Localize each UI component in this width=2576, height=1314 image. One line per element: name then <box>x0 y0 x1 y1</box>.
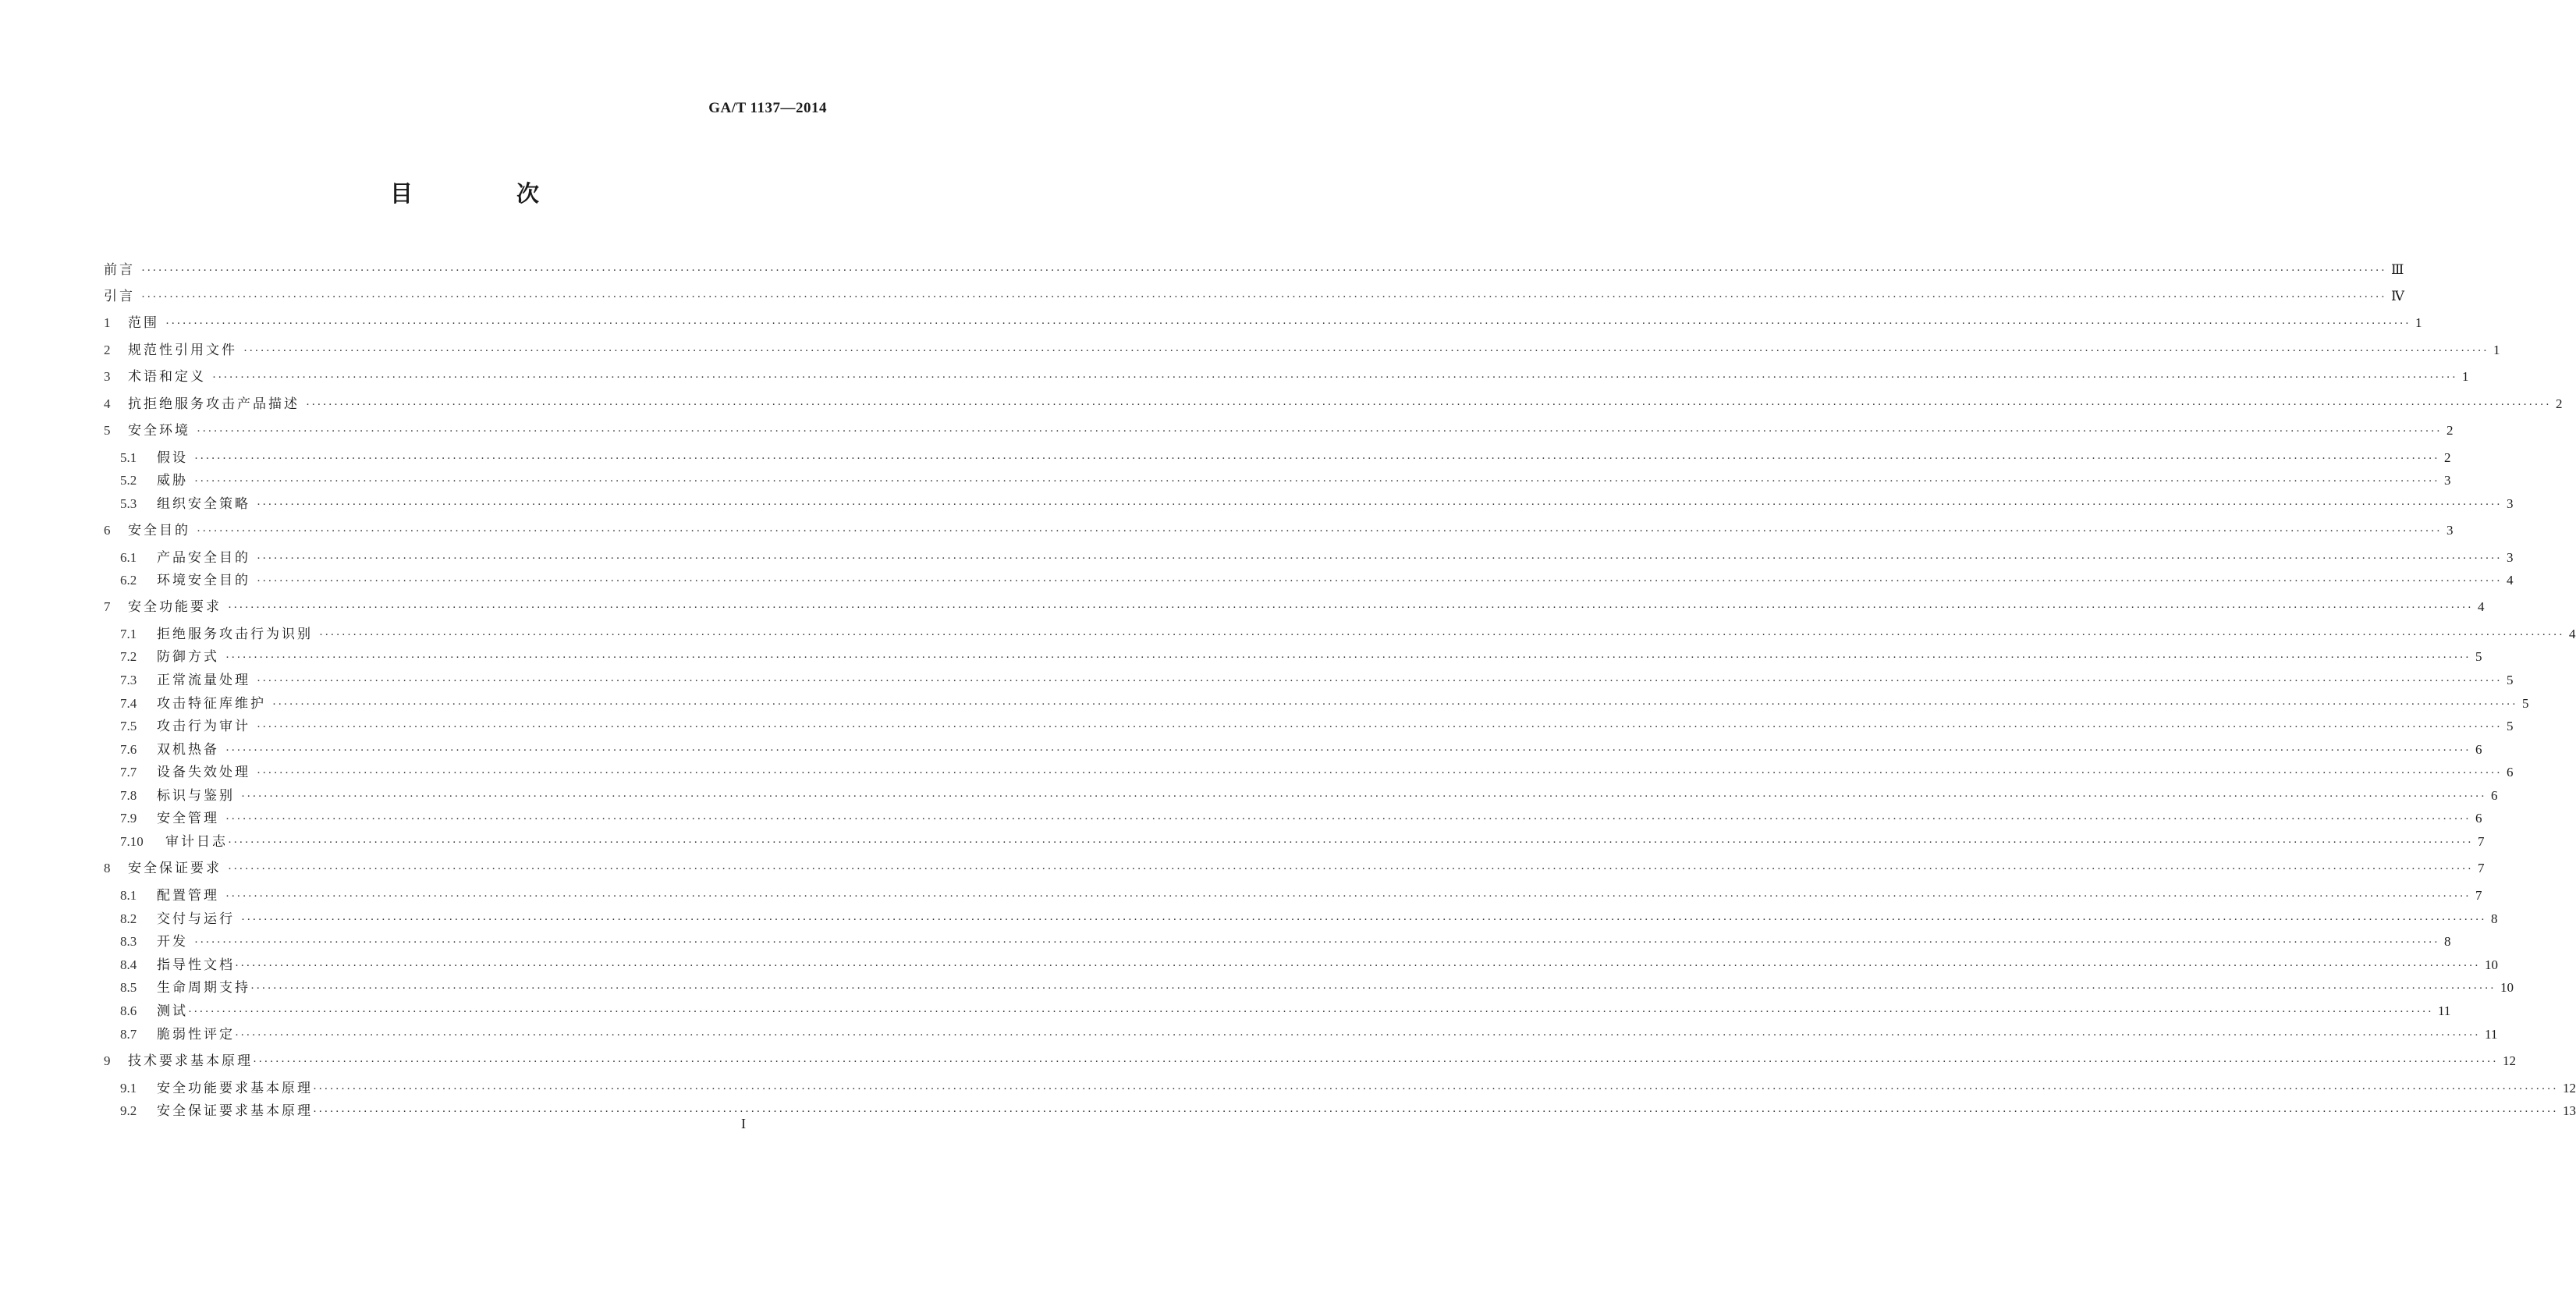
toc-entry[interactable] <box>104 598 2485 616</box>
toc-dot-leader: ················································································································································································································································································································································································································ <box>228 602 2474 614</box>
toc-entry[interactable] <box>120 809 2482 828</box>
toc-dot-leader: ················································································································································································································································································································································································································ <box>228 863 2474 875</box>
toc-entry[interactable] <box>120 910 2498 929</box>
page-title: 目 次 <box>389 180 580 207</box>
toc-entry[interactable] <box>120 1102 2576 1120</box>
toc-entry-number: 9.2 <box>120 1103 137 1118</box>
toc-entry-number: 8.1 <box>120 888 137 903</box>
toc-entry[interactable] <box>120 717 2514 736</box>
toc-entry-number: 7.6 <box>120 742 137 757</box>
toc-entry-number: 8.4 <box>120 957 137 972</box>
toc-entry-page: 3 <box>2446 523 2454 538</box>
toc-entry[interactable] <box>104 314 2422 332</box>
toc-entry-number: 4 <box>104 396 111 411</box>
toc-entry-title: 技术要求基本原理 <box>128 1053 253 1069</box>
toc-entry-number: 7.1 <box>120 627 137 641</box>
toc-dot-leader: ················································································································································································································································································································································································································ <box>306 399 2552 411</box>
toc-entry-number: 7.8 <box>120 788 137 803</box>
toc-entry[interactable] <box>120 449 2451 467</box>
toc-entry-page: 7 <box>2478 861 2485 875</box>
toc-entry-page: 10 <box>2500 980 2514 995</box>
toc-entry-title: 安全管理 <box>157 811 219 826</box>
toc-dot-leader: ················································································································································································································································································································································································································ <box>319 629 2565 641</box>
toc-dot-leader: ················································································································································································································································································································································································································ <box>228 836 2474 849</box>
toc-entry-title: 攻击行为审计 <box>157 719 250 734</box>
toc-entry[interactable] <box>120 740 2482 759</box>
toc-entry[interactable] <box>120 1002 2451 1021</box>
toc-dot-leader: ················································································································································································································································································································································································································ <box>257 575 2503 588</box>
toc-entry-page: 2 <box>2556 396 2563 411</box>
toc-entry[interactable] <box>120 694 2529 713</box>
toc-dot-leader: ················································································································································································································································································································································································································ <box>313 1106 2559 1118</box>
toc-entry[interactable] <box>120 471 2451 490</box>
toc-entry-title: 脆弱性评定 <box>157 1027 235 1042</box>
toc-entry-title: 标识与鉴别 <box>157 788 235 804</box>
toc-entry-page: 11 <box>2485 1027 2498 1042</box>
toc-entry[interactable] <box>120 1025 2498 1044</box>
toc-dot-leader: ················································································································································································································································································································································································································ <box>243 345 2489 357</box>
toc-entry-page: 4 <box>2507 573 2514 588</box>
toc-entry-title: 威胁 <box>157 473 188 488</box>
toc-dot-leader: ················································································································································································································································································································································································································ <box>197 425 2443 438</box>
toc-dot-leader: ················································································································································································································································································································································································································ <box>241 914 2487 926</box>
toc-entry-number: 8.5 <box>120 980 137 995</box>
toc-dot-leader: ················································································································································································································································································································································································································ <box>257 552 2503 565</box>
toc-entry-page: 12 <box>2563 1081 2576 1096</box>
toc-entry[interactable] <box>120 549 2514 567</box>
toc-entry-title: 范围 <box>128 315 159 331</box>
toc-entry-title: 攻击特征库维护 <box>157 696 266 712</box>
toc-entry-number: 8.3 <box>120 934 137 949</box>
toc-entry-page: 4 <box>2478 599 2485 614</box>
toc-entry-title: 规范性引用文件 <box>128 343 237 358</box>
toc-entry-number: 6.1 <box>120 550 137 565</box>
toc-dot-leader: ················································································································································································································································································································································································································ <box>194 453 2440 465</box>
toc-entry-page: 3 <box>2507 550 2514 565</box>
toc-entry-number: 6.2 <box>120 573 137 588</box>
toc-entry[interactable] <box>120 763 2514 782</box>
toc-entry-title: 安全目的 <box>128 523 190 538</box>
toc-entry-page: 6 <box>2475 742 2482 757</box>
toc-entry-number: 7.9 <box>120 811 137 826</box>
toc-dot-leader: ················································································································································································································································································································································································································ <box>235 1029 2481 1042</box>
toc-dot-leader: ················································································································································································································································································································································································································ <box>225 890 2471 903</box>
toc-entry[interactable] <box>120 833 2485 851</box>
toc-entry-page: 13 <box>2563 1103 2576 1118</box>
toc-entry-title: 测试 <box>157 1003 188 1019</box>
toc-entry[interactable] <box>120 625 2576 644</box>
toc-entry-title: 安全保证要求基本原理 <box>157 1103 313 1119</box>
toc-entry[interactable] <box>104 395 2563 414</box>
toc-entry-title: 环境安全目的 <box>157 573 250 588</box>
toc-entry-title: 组织安全策略 <box>157 496 250 512</box>
toc-entry-page: 5 <box>2507 673 2514 687</box>
toc-entry-page: Ⅲ <box>2391 262 2404 277</box>
toc-entry-page: 10 <box>2485 957 2499 972</box>
toc-entry-page: 5 <box>2507 719 2514 733</box>
toc-entry-page: 12 <box>2503 1053 2517 1068</box>
toc-entry-title: 安全功能要求 <box>128 599 222 615</box>
toc-entry-number: 9.1 <box>120 1081 137 1096</box>
toc-entry[interactable] <box>120 956 2499 975</box>
toc-dot-leader: ················································································································································································································································································································································································································ <box>141 291 2387 304</box>
toc-entry-title: 设备失效处理 <box>157 765 250 780</box>
toc-entry-number: 8.6 <box>120 1003 137 1018</box>
toc-entry-title: 拒绝服务攻击行为识别 <box>157 627 313 642</box>
toc-dot-leader: ················································································································································································································································································································································································································ <box>257 767 2503 780</box>
toc-entry-number: 5 <box>104 423 111 438</box>
toc-entry-page: 5 <box>2522 696 2529 711</box>
toc-entry-page: 6 <box>2475 811 2482 826</box>
toc-dot-leader: ················································································································································································································································································································································································································ <box>194 475 2440 488</box>
toc-dot-leader: ················································································································································································································································································································································································································ <box>225 813 2471 826</box>
toc-entry[interactable] <box>120 1079 2576 1098</box>
toc-dot-leader: ················································································································································································································································································································································································································ <box>272 698 2518 711</box>
toc-entry-number: 7.7 <box>120 765 137 780</box>
toc-entry-page: Ⅳ <box>2391 289 2405 304</box>
toc-entry-title: 产品安全目的 <box>157 550 250 566</box>
toc-entry-title: 审计日志 <box>165 834 228 850</box>
toc-entry[interactable] <box>104 341 2500 360</box>
toc-entry-title: 术语和定义 <box>128 369 206 385</box>
toc-dot-leader: ················································································································································································································································································································································································································ <box>212 371 2458 384</box>
toc-dot-leader: ················································································································································································································································································································································································································ <box>225 744 2471 757</box>
toc-entry-page: 3 <box>2507 496 2514 511</box>
toc-entry-page: 2 <box>2446 423 2454 438</box>
toc-entry-page: 1 <box>2462 369 2469 384</box>
toc-entry-number: 9 <box>104 1053 111 1068</box>
toc-dot-leader: ················································································································································································································································································································································································································ <box>257 499 2503 511</box>
toc-entry-page: 8 <box>2491 911 2498 926</box>
toc-entry-title: 双机热备 <box>157 742 219 758</box>
toc-entry-page: 11 <box>2438 1003 2451 1018</box>
toc-dot-leader: ················································································································································································································································································································································································································ <box>250 982 2496 995</box>
toc-entry-title: 开发 <box>157 934 188 950</box>
toc-entry-number: 7.3 <box>120 673 137 687</box>
toc-dot-leader: ················································································································································································································································································································································································································ <box>257 675 2503 687</box>
toc-entry[interactable] <box>104 287 2405 306</box>
toc-entry-page: 5 <box>2475 649 2482 664</box>
toc-entry-page: 6 <box>2491 788 2498 803</box>
toc-dot-leader: ················································································································································································································································································································································································································ <box>141 265 2387 277</box>
toc-entry-number: 5.1 <box>120 450 137 465</box>
toc-entry-number: 5.3 <box>120 496 137 511</box>
toc-entry-number: 3 <box>104 369 111 384</box>
toc-entry[interactable] <box>104 859 2485 878</box>
toc-entry[interactable] <box>120 671 2514 690</box>
toc-entry-number: 1 <box>104 315 111 330</box>
toc-dot-leader: ················································································································································································································································································································································································································ <box>241 790 2487 803</box>
toc-entry-number: 7.5 <box>120 719 137 733</box>
toc-entry-title: 防御方式 <box>157 649 219 665</box>
toc-entry[interactable] <box>104 368 2469 386</box>
toc-entry-number: 8.2 <box>120 911 137 926</box>
toc-dot-leader: ················································································································································································································································································································································································································ <box>253 1056 2499 1068</box>
toc-dot-leader: ················································································································································································································································································································································································································ <box>197 525 2443 538</box>
toc-entry-title: 前言 <box>104 262 135 278</box>
toc-entry-number: 6 <box>104 523 111 538</box>
toc-entry-title: 交付与运行 <box>157 911 235 927</box>
toc-entry[interactable] <box>120 886 2482 905</box>
toc-entry-number: 2 <box>104 343 111 357</box>
toc-entry-page: 6 <box>2507 765 2514 780</box>
toc-dot-leader: ················································································································································································································································································································································································································ <box>194 936 2440 949</box>
toc-entry-page: 3 <box>2444 473 2451 488</box>
toc-entry-title: 正常流量处理 <box>157 673 250 688</box>
toc-entry-page: 8 <box>2444 934 2451 949</box>
toc-entry-number: 7.2 <box>120 649 137 664</box>
toc-entry-title: 安全功能要求基本原理 <box>157 1081 313 1096</box>
toc-entry[interactable] <box>104 1052 2517 1071</box>
toc-dot-leader: ················································································································································································································································································································································································································ <box>225 652 2471 664</box>
standard-number: GA/T 1137—2014 <box>708 100 827 116</box>
toc-entry-title: 引言 <box>104 289 135 304</box>
toc-entry-title: 假设 <box>157 450 188 466</box>
toc-entry-page: 7 <box>2478 834 2485 849</box>
toc-entry-number: 7 <box>104 599 111 614</box>
toc-dot-leader: ················································································································································································································································································································································································································ <box>235 960 2481 972</box>
table-of-contents <box>104 261 2576 1135</box>
toc-entry[interactable] <box>104 421 2454 440</box>
toc-entry-page: 4 <box>2569 627 2576 641</box>
toc-entry[interactable] <box>120 495 2514 513</box>
toc-entry[interactable] <box>120 932 2451 951</box>
toc-entry[interactable] <box>120 571 2514 590</box>
toc-entry-title: 指导性文档 <box>157 957 235 973</box>
toc-entry-page: 2 <box>2444 450 2451 465</box>
toc-entry-title: 抗拒绝服务攻击产品描述 <box>128 396 300 412</box>
toc-entry-title: 配置管理 <box>157 888 219 904</box>
toc-entry[interactable] <box>120 787 2498 805</box>
toc-entry-number: 5.2 <box>120 473 137 488</box>
toc-entry[interactable] <box>104 261 2404 279</box>
toc-entry[interactable] <box>104 521 2454 540</box>
toc-entry-title: 生命周期支持 <box>157 980 250 996</box>
toc-entry-number: 8 <box>104 861 111 875</box>
toc-dot-leader: ················································································································································································································································································································································································································ <box>165 318 2411 330</box>
toc-entry[interactable] <box>120 978 2514 997</box>
toc-entry-number: 8.7 <box>120 1027 137 1042</box>
toc-entry-number: 7.4 <box>120 696 137 711</box>
page-number: I <box>741 1116 746 1131</box>
toc-dot-leader: ················································································································································································································································································································································································································ <box>257 721 2503 733</box>
toc-entry-page: 1 <box>2493 343 2500 357</box>
toc-entry-page: 7 <box>2475 888 2482 903</box>
toc-entry[interactable] <box>120 648 2482 666</box>
toc-entry-page: 1 <box>2415 315 2422 330</box>
toc-entry-title: 安全环境 <box>128 423 190 439</box>
toc-entry-title: 安全保证要求 <box>128 861 222 876</box>
toc-dot-leader: ················································································································································································································································································································································································································ <box>313 1083 2559 1096</box>
toc-dot-leader: ················································································································································································································································································································································································································ <box>188 1006 2434 1018</box>
toc-entry-number: 7.10 <box>120 834 144 849</box>
